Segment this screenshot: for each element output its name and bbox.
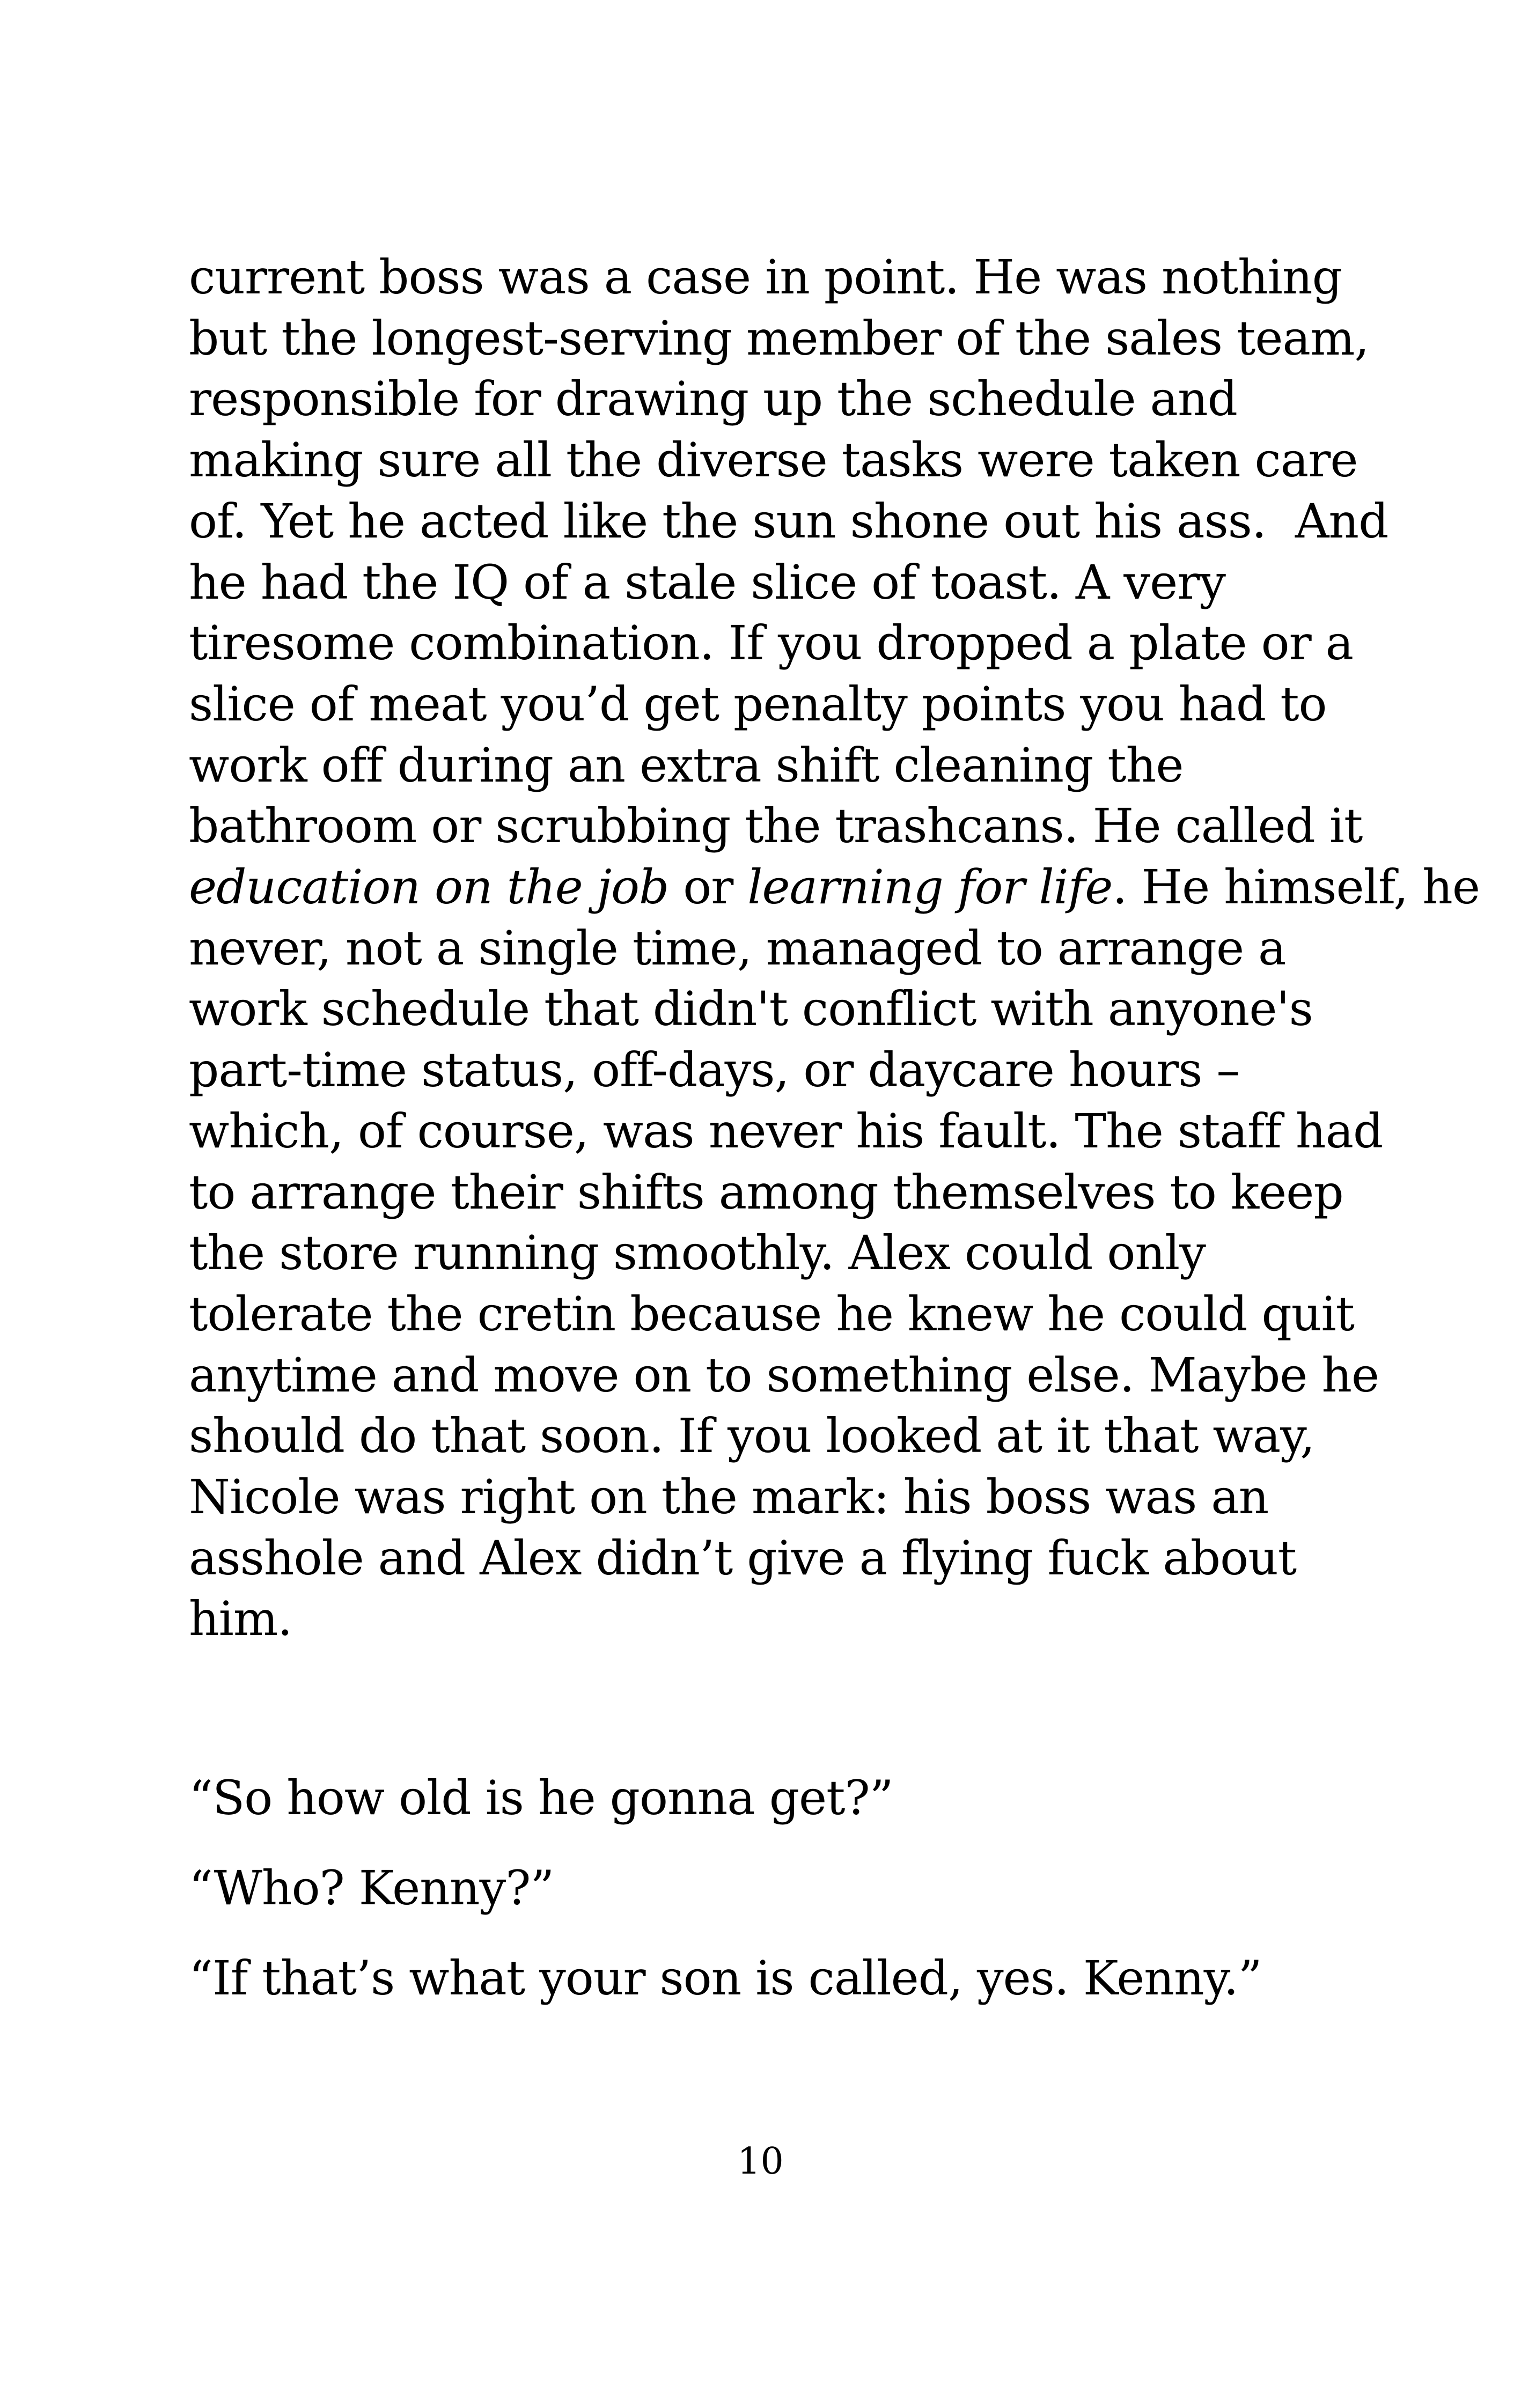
dialogue-line: “Who? Kenny?” [189,1860,554,1916]
text-fragment: or [668,859,748,915]
text-line: part-time status, off-days, or daycare hours – [189,1042,1240,1098]
text-fragment: . He himself, he [1112,859,1480,915]
text-line: should do that soon. If you looked at it that way, [189,1408,1315,1464]
text-line: slice of meat you’d get penalty points you had to [189,676,1327,732]
text-line: of. Yet he acted like the sun shone out his ass. And [189,493,1388,549]
text-line: current boss was a case in point. He was nothing [189,249,1342,305]
text-line: work schedule that didn't conflict with anyone's [189,981,1313,1037]
text-line: Nicole was right on the mark: his boss was an [189,1469,1269,1525]
text-line: which, of course, was never his fault. The staff had [189,1103,1383,1159]
text-line: never, not a single time, managed to arrange a [189,920,1286,976]
text-line: tolerate the cretin because he knew he could quit [189,1286,1354,1342]
text-line: to arrange their shifts among themselves to keep [189,1164,1343,1220]
text-line: bathroom or scrubbing the trashcans. He called it [189,798,1363,854]
dialogue-line: “So how old is he gonna get?” [189,1770,893,1825]
text-line: responsible for drawing up the schedule and [189,371,1237,427]
text-line: he had the IQ of a stale slice of toast. A very [189,554,1225,610]
text-line: work off during an extra shift cleaning the [189,737,1184,793]
text-line: the store running smoothly. Alex could only [189,1225,1206,1281]
text-line: but the longest-serving member of the sales team, [189,310,1369,366]
text-line: him. [189,1591,292,1647]
text-line: anytime and move on to something else. Maybe he [189,1347,1379,1403]
text-line-with-italics [189,857,1480,918]
body-paragraph [189,247,1480,1649]
text-line: asshole and Alex didn’t give a flying fuck about [189,1530,1297,1586]
italic-phrase: learning for life [747,859,1113,915]
italic-phrase: education on the job [189,859,669,915]
text-line: making sure all the diverse tasks were taken care [189,432,1358,488]
page-number: 10 [737,2140,784,2183]
dialogue-line: “If that’s what your son is called, yes. Kenny.” [189,1950,1262,2006]
text-line: tiresome combination. If you dropped a plate or a [189,615,1354,671]
